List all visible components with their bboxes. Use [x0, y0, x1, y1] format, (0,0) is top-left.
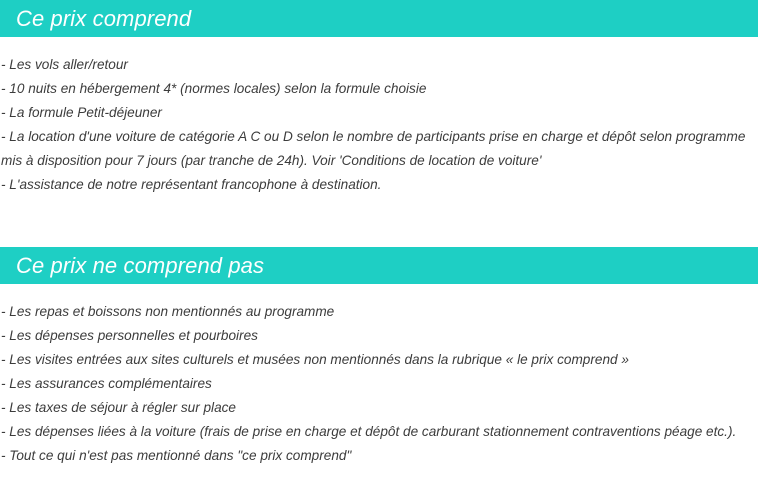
- included-title: Ce prix comprend: [16, 5, 192, 31]
- included-item-accommodation: - 10 nuits en hébergement 4* (normes locales) selon la formule choisie: [1, 81, 427, 96]
- excluded-item-car-expenses: - Les dépenses liées à la voiture (frais de prise en charge et dépôt de carburant stationnement contraventions péage etc.).: [1, 424, 737, 439]
- excluded-section: [0, 247, 758, 468]
- excluded-header-band: [0, 247, 758, 284]
- included-list: [0, 53, 756, 197]
- excluded-item-other: - Tout ce qui n'est pas mentionné dans "ce prix comprend": [1, 448, 352, 463]
- included-header-band: [0, 0, 758, 37]
- included-item-flights: - Les vols aller/retour: [1, 57, 128, 72]
- excluded-title: Ce prix ne comprend pas: [16, 252, 265, 278]
- included-section: [0, 0, 758, 197]
- included-item-assistance: - L'assistance de notre représentant francophone à destination.: [1, 177, 382, 192]
- excluded-item-visits: - Les visites entrées aux sites culturels et musées non mentionnés dans la rubrique « le prix comprend »: [1, 352, 629, 367]
- excluded-item-meals: - Les repas et boissons non mentionnés au programme: [1, 304, 335, 319]
- included-item-car-rental: - La location d'une voiture de catégorie A C ou D selon le nombre de participants prise en charge et dépôt selon programme mis à disposition pour 7 jours (par tranche de 24h). Voir 'Conditions de location de voiture': [1, 129, 750, 168]
- included-item-breakfast: - La formule Petit-déjeuner: [1, 105, 162, 120]
- excluded-item-tourist-tax: - Les taxes de séjour à régler sur place: [1, 400, 236, 415]
- excluded-item-insurance: - Les assurances complémentaires: [1, 376, 212, 391]
- excluded-item-personal-expenses: - Les dépenses personnelles et pourboires: [1, 328, 258, 343]
- excluded-list: [0, 300, 756, 468]
